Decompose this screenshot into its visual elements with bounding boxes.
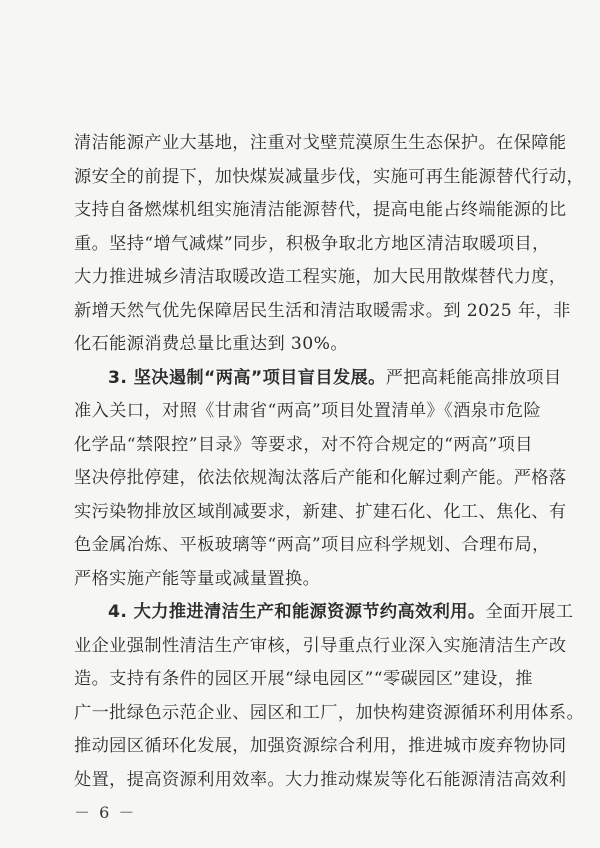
paragraph-2-line-1-rest: 严把高耗能高排放项目: [385, 368, 562, 388]
paragraph-2-line-3: 化学品“禁限控”目录》等要求，对不符合规定的“两高”项目: [74, 435, 533, 455]
paragraph-1-line-5: 大力推进城乡清洁取暖改造工程实施，加大民用散煤替代力度，: [74, 267, 567, 287]
paragraph-3-line-1: [108, 600, 574, 626]
paragraph-1-line-6: 新增天然气优先保障居民生活和清洁取暖需求。到 2025 年，非: [74, 301, 571, 321]
paragraph-3-heading: 4. 大力推进清洁生产和能源资源节约高效利用。: [108, 602, 486, 622]
paragraph-2-line-7: 严格实施产能等量或减量置换。: [74, 569, 321, 589]
paragraph-2-heading: 3. 坚决遏制“两高”项目盲目发展。: [108, 368, 386, 388]
page-number: － 6 －: [74, 803, 137, 822]
paragraph-2-line-6: 色金属冶炼、平板玻璃等“两高”项目应科学规划、合理布局，: [74, 535, 550, 555]
paragraph-3-line-5: 推动园区循环化发展，加强资源综合利用，推进城市废弃物协同: [74, 736, 567, 756]
paragraph-3-line-4: 广一批绿色示范企业、园区和工厂，加快构建资源循环利用体系。: [74, 703, 585, 723]
paragraph-3-line-2: 业企业强制性清洁生产审核，引导重点行业深入实施清洁生产改: [74, 636, 567, 656]
paragraph-2-line-2: 准入关口，对照《甘肃省“两高”项目处置清单》《酒泉市危险: [74, 401, 542, 421]
paragraph-1-line-4: 重。坚持“增气减煤”同步，积极争取北方地区清洁取暖项目，: [74, 234, 550, 254]
paragraph-3-line-3: 造。支持有条件的园区开展“绿电园区”“零碳园区”建设，推: [74, 669, 533, 689]
paragraph-2-line-4: 坚决停批停建，依法依规淘汰落后产能和化解过剩产能。严格落: [74, 468, 567, 488]
paragraph-3-line-1-rest: 全面开展工: [485, 602, 574, 622]
paragraph-3-line-6: 处置，提高资源利用效率。大力推动煤炭等化石能源清洁高效利: [74, 770, 567, 790]
paragraph-1-line-3: 支持自备燃煤机组实施清洁能源替代，提高电能占终端能源的比: [74, 200, 567, 220]
paragraph-1-line-7: 化石能源消费总量比重达到 30%。: [74, 334, 348, 354]
paragraph-2-line-5: 实污染物排放区域削减要求，新建、扩建石化、化工、焦化、有: [74, 502, 567, 522]
paragraph-2-line-1: [108, 366, 562, 392]
paragraph-1-line-2: 源安全的前提下，加快煤炭减量步伐，实施可再生能源替代行动，: [74, 167, 585, 187]
paragraph-1-line-1: 清洁能源产业大基地，注重对戈壁荒漠原生生态保护。在保障能: [74, 133, 567, 153]
